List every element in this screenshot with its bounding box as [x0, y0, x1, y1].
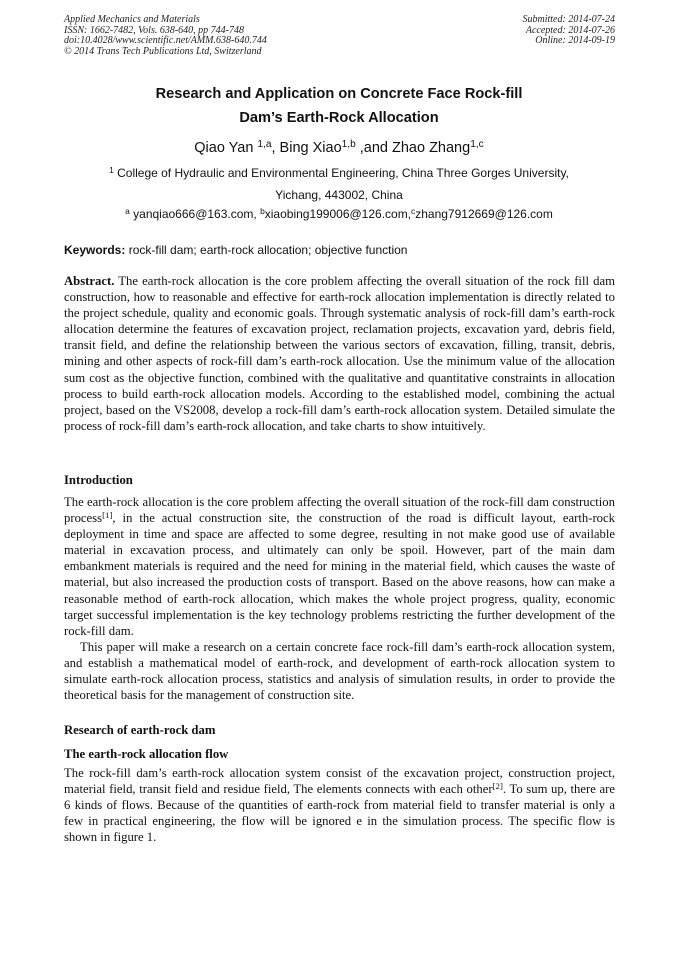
author-2-name: , Bing Xiao [271, 140, 342, 156]
citation-2[interactable]: [2] [492, 781, 503, 792]
introduction-section [64, 494, 615, 703]
abstract-paragraph [64, 273, 615, 434]
allocation-flow-paragraph: The rock-fill dam’s earth-rock allocation system consist of the excavation project, construction project, material field, transit field and residue field, The elements connects with each other[2]. To sum up, there are 6 kinds of flows. Because of the quantities of earth-rock from material field to transfer material is only a few in practical engineering, the flow will be ignored e in the simulation process. The specific flow is shown in figure 1. [64, 766, 615, 845]
citation-1[interactable]: [1] [102, 510, 113, 521]
submitted-date: Submitted: 2014-07-24 [522, 14, 615, 25]
affiliation-marker: 1 [109, 165, 114, 176]
research-heading: Research of earth-rock dam [64, 723, 216, 737]
author-1-affiliation: 1,a [257, 139, 272, 151]
allocation-flow-subheading: The earth-rock allocation flow [64, 747, 229, 761]
author-3-name: ,and Zhao Zhang [355, 140, 471, 156]
email-a: yanqiao666@163.com, [129, 207, 261, 221]
affiliation [40, 162, 638, 206]
keywords-text: rock-fill dam; earth-rock allocation; objective function [125, 243, 408, 257]
author-emails [40, 206, 638, 222]
journal-header-right [523, 15, 616, 47]
author-list [40, 139, 638, 157]
paper-title [40, 82, 638, 130]
email-b: xiaobing199006@126.com, [264, 207, 412, 221]
journal-name: Applied Mechanics and Materials [64, 14, 200, 25]
journal-header-left [64, 15, 267, 57]
abstract-label: Abstract. [64, 274, 115, 288]
introduction-paragraph-2: This paper will make a research on a certain concrete face rock-fill dam’s earth-rock allocation system, and establish a mathematical model of earth-rock, and development of earth-rock allocation system to simulate earth-rock allocation process, statistics and analysis of simulation results, in order to provide the theoretical basis for the management of construction site. [64, 639, 615, 703]
journal-issn: ISSN: 1662-7482, Vols. 638-640, pp 744-748 [64, 24, 244, 36]
email-c: zhang7912669@126.com [415, 207, 553, 221]
affiliation-line-2: Yichang, 443002, China [275, 188, 403, 202]
affiliation-line-1: $^1$ College of Hydraulic and Environmental Engineering, China Three Gorges University, [109, 165, 569, 180]
keywords [64, 242, 615, 258]
accepted-date: Accepted: 2014-07-26 [525, 24, 615, 36]
introduction-paragraph-1: The earth-rock allocation is the core problem affecting the overall situation of the rock-fill dam construction process[1], in the actual construction site, the construction of the road is difficult layout, earth-rock deployment in time and space are affected to some degree, resulting in not make good use of available material in excavation process, and ultimately can only be spoil. However, part of the main dam embankment materials is required and the need for mining in the material field, which causes the waste of material, but also increased the production costs of transport. Based on the above reasons, how can make a reasonable method of earth-rock allocation, which makes the whole project progress, quality, economic target successful implementation is the key technology problems restricting the further development of the rock-fill dam. [64, 495, 615, 638]
abstract-text: The earth-rock allocation is the core problem affecting the overall situation of the rock fill dam construction, how to reasonable and effective for earth-rock allocation implementation is directly related to the project schedule, quality and economic goals. Through systematic analysis of rock-fill dam’s earth-rock allocation determine the features of excavation project, reclamation projects, excavation yard, debris field, transit field, and define the relationship between the various sectors of excavation, filling, transit, debris, mining and other aspects of rock-fill dam’s earth-rock allocation. Use the minimum value of the allocation sum cost as the objective function, combined with the qualitative and quantitative constraints in allocation process to build earth-rock allocation models. According to the established model, combining the actual project, based on the VS2008, develop a rock-fill dam’s earth-rock allocation system. Detailed simulate the process of rock-fill dam’s earth-rock allocation, and take charts to show intuitively. [64, 274, 615, 433]
title-line-1: Research and Application on Concrete Face Rock-fill [155, 86, 523, 102]
keywords-label: Keywords: [64, 243, 126, 257]
email-marker-a: a [125, 206, 130, 217]
author-3-affiliation: 1,c [470, 139, 484, 151]
title-line-2: Dam’s Earth-Rock Allocation [239, 110, 439, 126]
journal-doi: doi:10.4028/www.scientific.net/AMM.638-640.744 [64, 35, 267, 47]
author-1-name: Qiao Yan [194, 140, 258, 156]
journal-copyright: © 2014 Trans Tech Publications Ltd, Switzerland [64, 45, 262, 57]
online-date: Online: 2014-09-19 [535, 35, 615, 47]
author-2-affiliation: 1,b [341, 139, 356, 151]
email-marker-b: b [260, 206, 265, 217]
allocation-flow-section [64, 765, 615, 845]
email-marker-c: c [411, 206, 416, 217]
abstract [64, 273, 615, 434]
introduction-heading: Introduction [64, 473, 133, 487]
